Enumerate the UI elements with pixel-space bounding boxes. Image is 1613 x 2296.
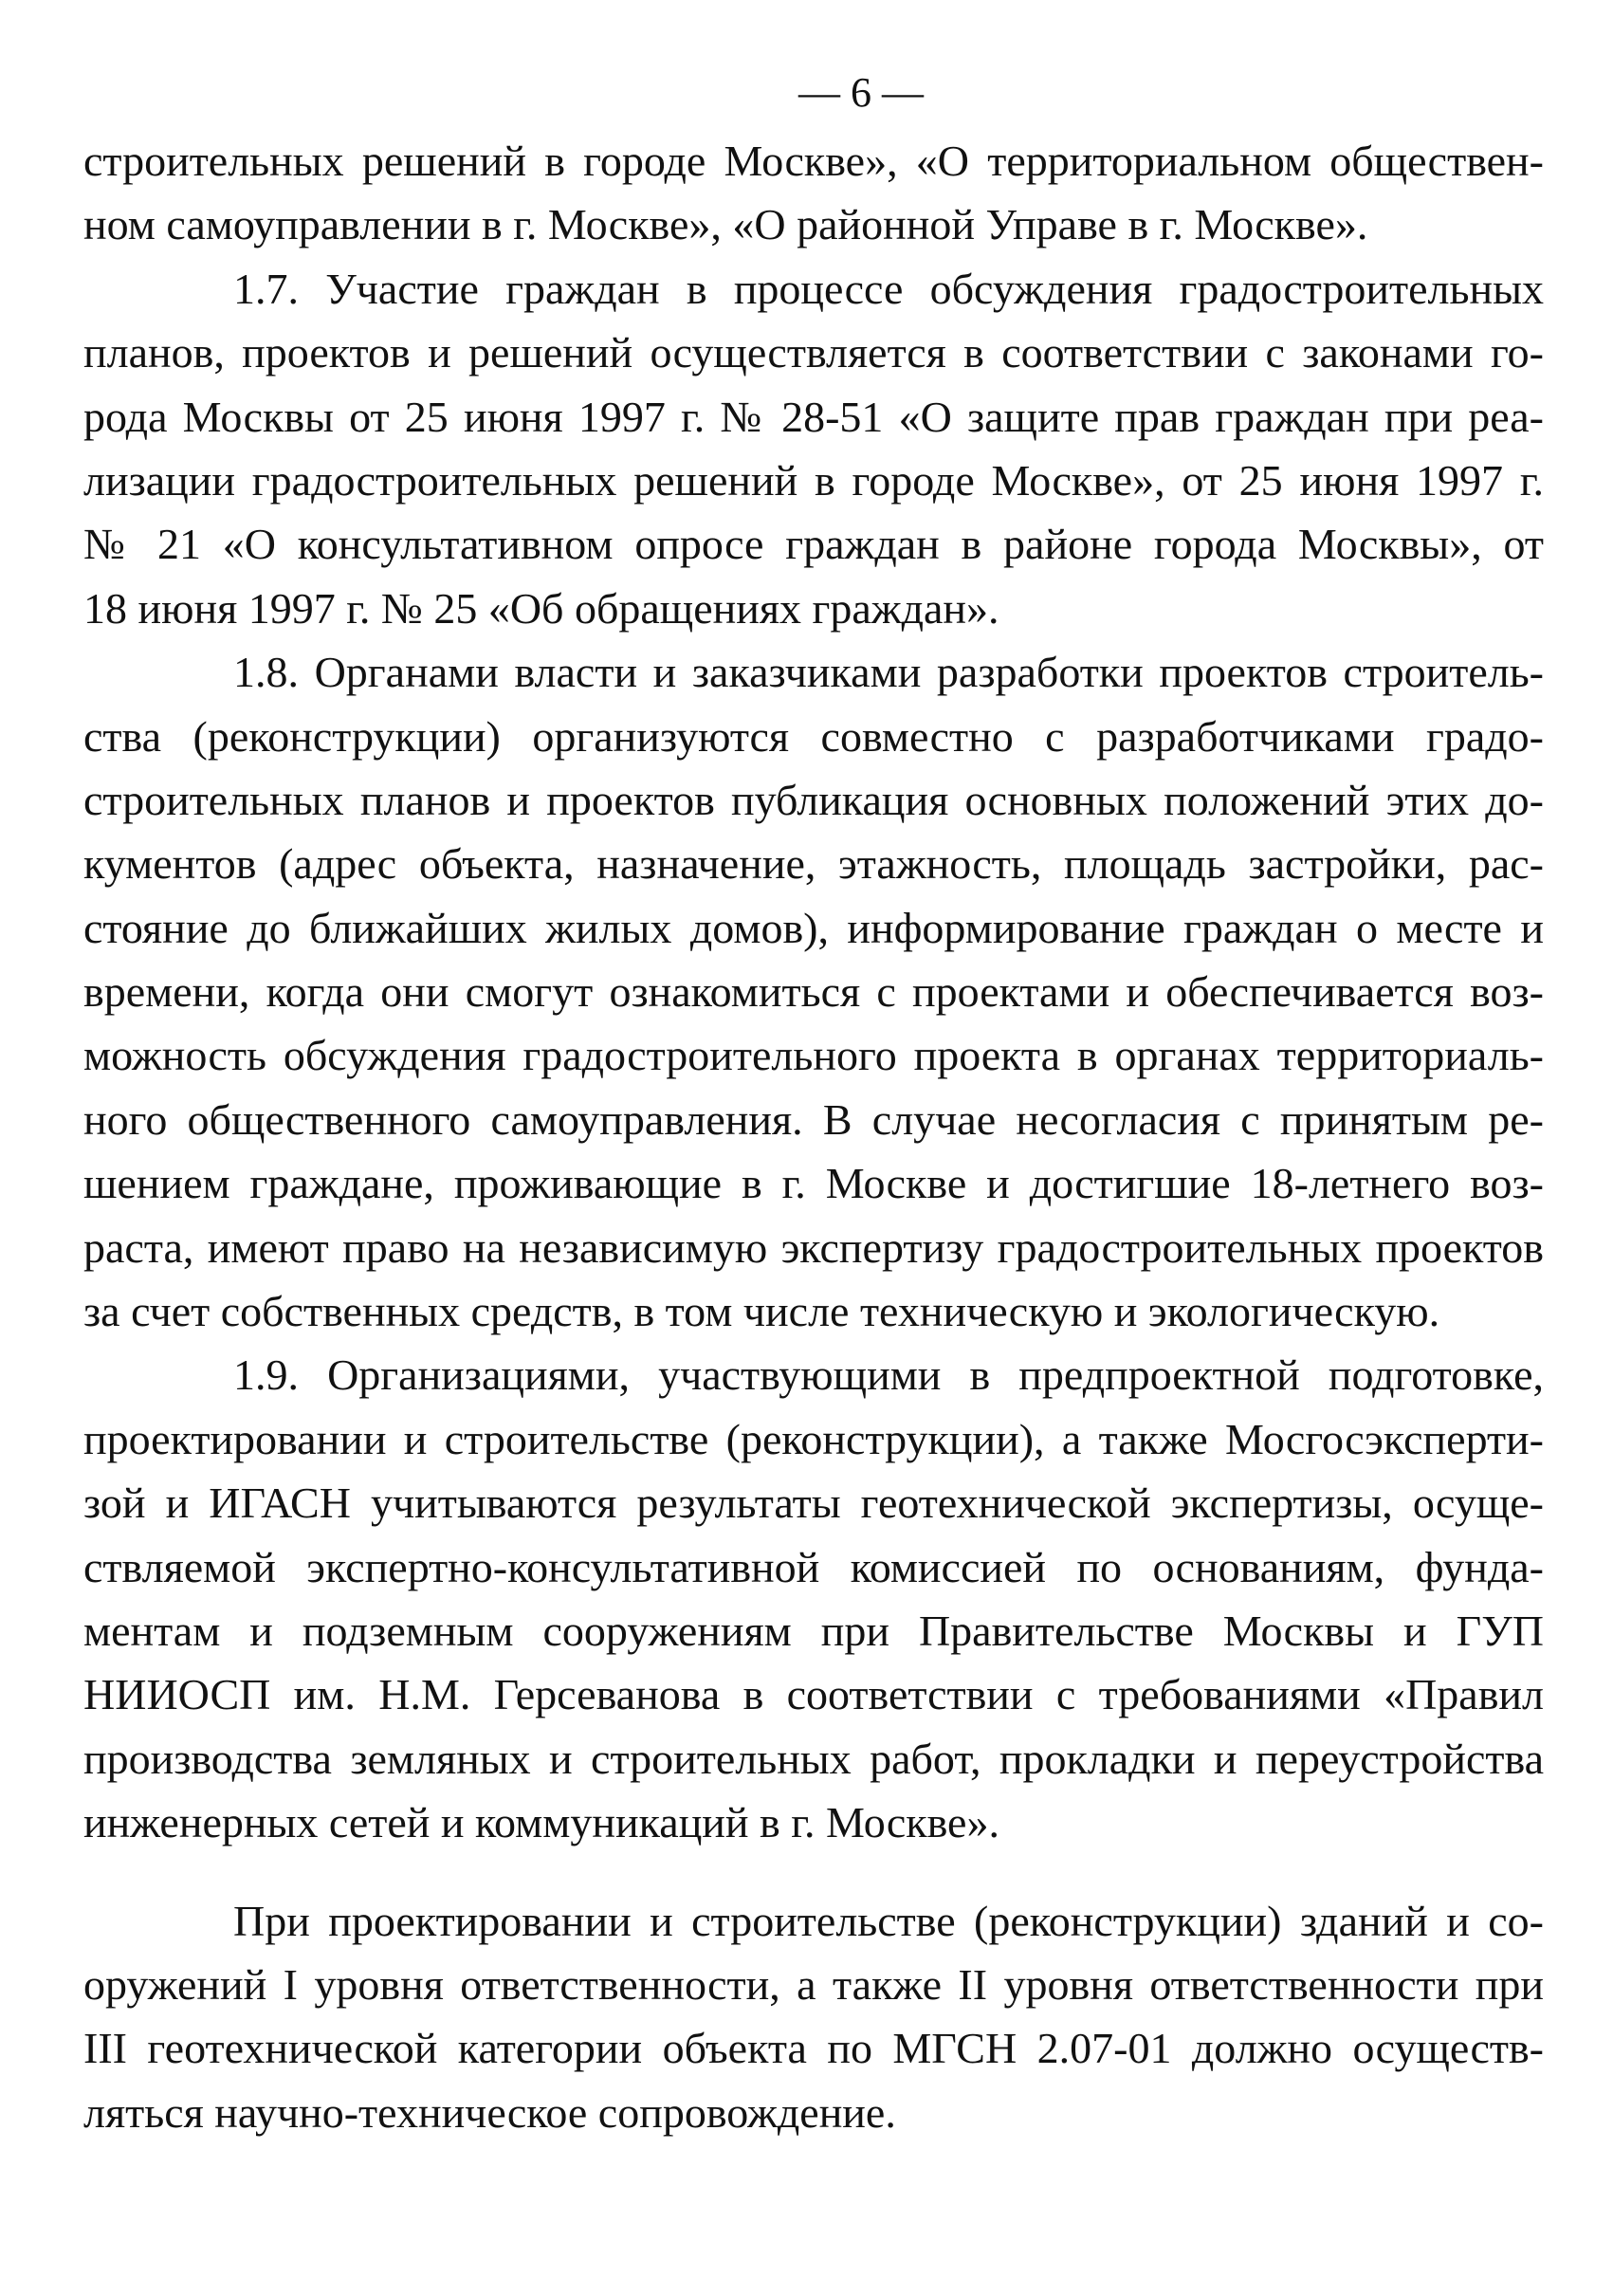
text-line: ментам и подземным сооружениям при Правительстве Москвы и ГУП: [83, 1606, 1544, 1655]
text-line: ного общественного самоуправления. В случае несогласия с принятым ре-: [83, 1094, 1544, 1144]
text-line: производства земляных и строительных работ, прокладки и переустройства: [83, 1734, 1544, 1783]
page-number: — 6 —: [798, 69, 924, 116]
text-line: планов, проектов и решений осуществляется в соответствии с законами го-: [83, 328, 1544, 377]
text-line: III геотехнической категории объекта по МГСН 2.07-01 должно осуществ-: [83, 2024, 1544, 2073]
text-line: рода Москвы от 25 июня 1997 г. № 28-51 «О защите прав граждан при реа-: [83, 392, 1544, 441]
text-line: зой и ИГАСН учитываются результаты геотехнической экспертизы, осуще-: [83, 1479, 1544, 1528]
text-line: раста, имеют право на независимую экспертизу градостроительных проектов: [83, 1222, 1544, 1272]
text-line: № 21 «О консультативном опросе граждан в районе города Москвы», от: [83, 520, 1544, 569]
text-line: 18 июня 1997 г. № 25 «Об обращениях граждан».: [83, 583, 999, 633]
paragraph-1-9: [83, 1343, 1544, 1854]
text-line: оружений I уровня ответственности, а также II уровня ответственности при: [83, 1959, 1544, 2009]
paragraph-1-7: [83, 257, 1544, 640]
text-line: за счет собственных средств, в том числе техническую и экологическую.: [83, 1287, 1440, 1336]
text-line: строительных решений в городе Москве», «О территориальном обществен-: [83, 137, 1544, 185]
text-line: строительных планов и проектов публикация основных положений этих до-: [83, 775, 1544, 824]
paragraph-1-8: [83, 640, 1544, 1343]
text-line: 1.9. Организациями, участвующими в предпроектной подготовке,: [233, 1350, 1544, 1400]
text-line: стояние до ближайших жилых домов), информирование граждан о месте и: [83, 903, 1544, 952]
text-line: При проектировании и строительстве (реконструкции) зданий и со-: [233, 1896, 1544, 1945]
text-line: ствляемой экспертно-консультативной комиссией по основаниям, фунда-: [83, 1542, 1544, 1591]
paragraph-continuation: [83, 129, 1544, 257]
text-line: 1.7. Участие граждан в процессе обсуждения градостроительных: [233, 264, 1544, 313]
text-line: ном самоуправлении в г. Москве», «О районной Управе в г. Москве».: [83, 200, 1368, 249]
text-line: проектировании и строительстве (реконструкции), а также Мосгосэксперти-: [83, 1414, 1544, 1463]
text-line: шением граждане, проживающие в г. Москве и достигшие 18-летнего воз-: [83, 1159, 1544, 1208]
text-line: 1.8. Органами власти и заказчиками разработки проектов строитель-: [233, 648, 1544, 697]
text-line: лизации градостроительных решений в городе Москве», от 25 июня 1997 г.: [83, 455, 1544, 505]
text-line: ляться научно-техническое сопровождение.: [83, 2087, 896, 2137]
text-line: НИИОСП им. Н.М. Герсеванова в соответствии с требованиями «Правил: [83, 1670, 1544, 1719]
text-line: инженерных сетей и коммуникаций в г. Москве».: [83, 1798, 999, 1847]
text-line: ства (реконструкции) организуются совместно с разработчиками градо-: [83, 711, 1544, 761]
text-line: времени, когда они смогут ознакомиться с проектами и обеспечивается воз-: [83, 967, 1544, 1017]
text-line: кументов (адрес объекта, назначение, этажность, площадь застройки, рас-: [83, 839, 1544, 889]
paragraph-final: [83, 1889, 1544, 2145]
text-line: можность обсуждения градостроительного проекта в органах территориаль-: [83, 1031, 1544, 1080]
document-page: [83, 66, 1544, 2267]
